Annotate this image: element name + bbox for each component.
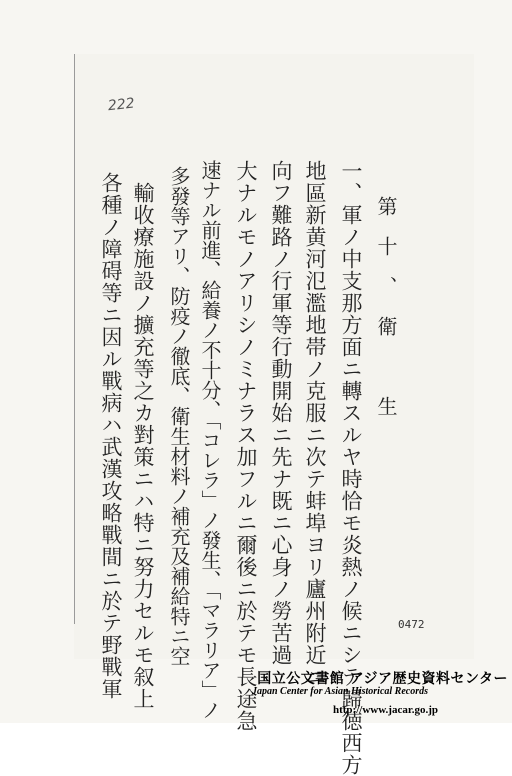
sheet-left-edge [74, 54, 75, 624]
text-column-4: 大ナルモノアリシノミナラス加フルニ爾後ニ於テモ長途急 [234, 160, 258, 732]
section-heading: 第十、衛 生 [374, 196, 398, 436]
text-column-3: 向フ難路ノ行軍等行動開始ニ先ナ既ニ心身ノ勞苦過 [269, 160, 293, 666]
archive-organization-name: 国立公文書館 アジア歴史資料センター [257, 671, 508, 687]
text-column-8: 各種ノ障碍等ニ因ル戰病ハ武漢攻略戰間ニ於テ野戰軍 [99, 172, 123, 700]
reference-code: 0472 [398, 618, 425, 631]
text-column-7: 輸收療施設ノ擴充等之カ對策ニハ特ニ努力セルモ叙上 [131, 182, 155, 710]
archive-url: http://www.jacar.go.jp [332, 704, 438, 716]
handwritten-page-number: 222 [107, 95, 136, 115]
text-column-1: 一、軍ノ中支那方面ニ轉スルヤ時恰モ炎熱ノ候ニシテ歸徳西方 [339, 160, 363, 776]
text-column-2: 地區新黄河氾濫地帯ノ克服ニ次テ蚌埠ヨリ廬州附近ニ [303, 160, 327, 688]
archive-english-name: Japan Center for Asian Historical Records [251, 686, 429, 697]
text-column-6: 多發等アリ、防疫ノ徹底、衛生材料ノ補充及補給特ニ空 [167, 166, 191, 666]
text-column-5: 速ナル前進、給養ノ不十分、「コレラ」ノ發生、「マラリア」ノ [198, 160, 222, 720]
